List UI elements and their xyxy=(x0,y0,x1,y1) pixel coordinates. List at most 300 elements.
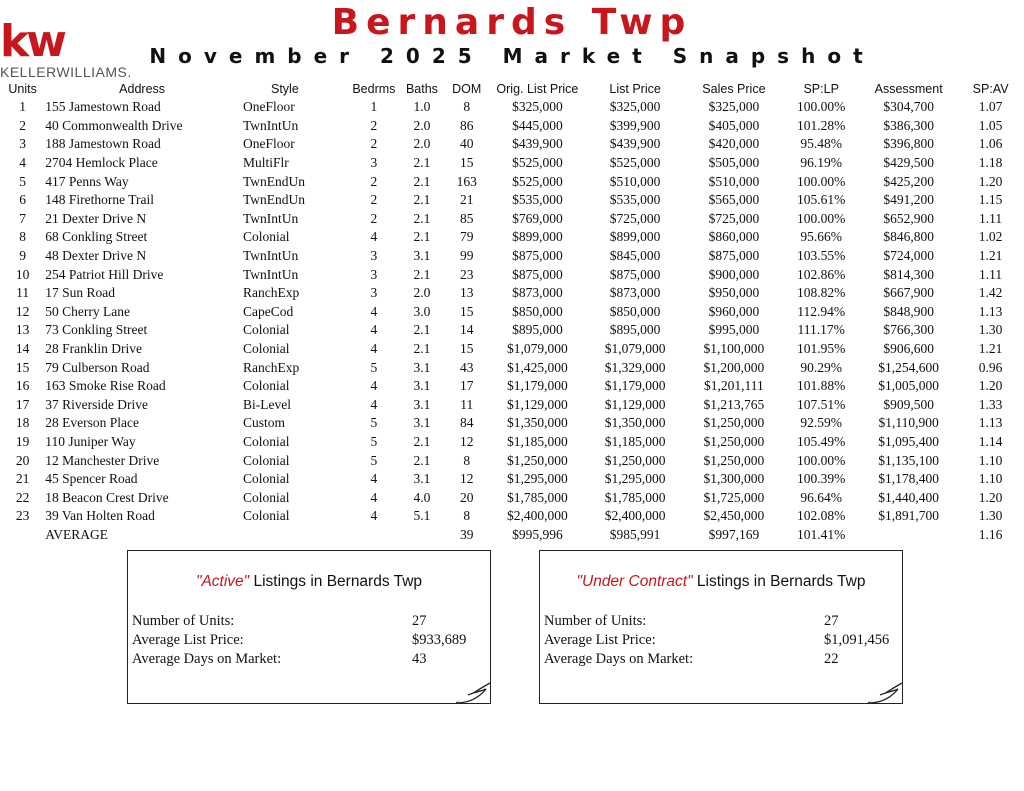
cell-bedrooms: 4 xyxy=(370,471,378,487)
cell-baths: 2.1 xyxy=(413,433,431,449)
average-dom: 39 xyxy=(459,526,474,542)
cell-unit: 12 xyxy=(15,303,30,319)
cell-sp-lp: 102.08% xyxy=(797,508,846,524)
cell-sp-lp: 111.17% xyxy=(797,322,845,338)
cell-dom: 8 xyxy=(463,508,471,524)
cell-unit: 21 xyxy=(15,471,30,487)
table-row xyxy=(4,303,1022,322)
cell-baths: 2.1 xyxy=(413,322,431,338)
cell-assessment: $652,900 xyxy=(883,210,934,226)
cell-baths: 2.1 xyxy=(413,452,431,468)
cell-unit: 2 xyxy=(19,117,26,133)
cell-sp-av: 1.20 xyxy=(978,173,1003,189)
cell-assessment: $429,500 xyxy=(883,155,934,171)
cell-sales-price: $1,213,765 xyxy=(703,396,765,412)
table-row xyxy=(4,284,1022,303)
cell-orig-list-price: $1,185,000 xyxy=(507,433,568,449)
average-sales-price: $997,169 xyxy=(708,526,760,542)
cell-sp-av: 1.11 xyxy=(979,266,1003,282)
cell-style: MultiFlr xyxy=(242,155,289,171)
cell-orig-list-price: $439,900 xyxy=(512,136,563,152)
cell-dom: 13 xyxy=(459,285,474,301)
average-cell xyxy=(243,526,349,545)
cell-sales-price: $420,000 xyxy=(708,136,760,152)
cell-assessment: $814,300 xyxy=(883,266,934,282)
table-row xyxy=(4,210,1022,229)
cell-address: 40 Commonwealth Drive xyxy=(45,117,183,133)
cell-baths: 3.0 xyxy=(413,303,431,319)
cell-sp-av: 1.20 xyxy=(978,378,1003,394)
cell-sp-lp: 101.88% xyxy=(797,378,846,394)
cell-bedrooms: 4 xyxy=(370,322,378,338)
cell-address: 17 Sun Road xyxy=(45,285,115,301)
cell-orig-list-price: $1,295,000 xyxy=(507,471,568,487)
cell-baths: 2.1 xyxy=(413,210,431,226)
average-label: AVERAGE xyxy=(45,526,108,542)
cell-assessment: $396,800 xyxy=(883,136,934,152)
table-row xyxy=(4,265,1022,284)
cell-baths: 2.1 xyxy=(413,229,431,245)
cell-sp-av: 1.13 xyxy=(978,415,1003,431)
average-list-price: $985,991 xyxy=(609,526,661,542)
active-panel-title xyxy=(128,573,490,591)
cell-baths: 1.0 xyxy=(413,99,431,115)
col-header-dom: DOM xyxy=(452,82,482,96)
cell-address: 188 Jamestown Road xyxy=(45,136,161,152)
cell-address: 12 Manchester Drive xyxy=(45,452,160,468)
cell-unit: 5 xyxy=(19,173,26,189)
active-list-value: $933,689 xyxy=(412,632,467,648)
cell-dom: 15 xyxy=(459,155,474,171)
cell-sp-av: 1.07 xyxy=(978,99,1003,115)
cell-baths: 2.0 xyxy=(413,117,431,133)
active-listings-panel xyxy=(127,550,491,704)
sales-table xyxy=(4,80,1022,544)
table-row xyxy=(4,321,1022,340)
cell-assessment: $1,095,400 xyxy=(878,433,940,449)
cell-unit: 16 xyxy=(15,378,30,394)
cell-style: TwnEndUn xyxy=(242,192,306,208)
cell-orig-list-price: $875,000 xyxy=(512,266,563,282)
cell-sp-av: 1.42 xyxy=(978,285,1003,301)
table-row xyxy=(4,98,1022,117)
cell-bedrooms: 3 xyxy=(370,285,378,301)
cell-sp-lp: 105.61% xyxy=(797,192,846,208)
cell-list-price: $1,185,000 xyxy=(604,433,666,449)
cell-list-price: $1,129,000 xyxy=(604,396,666,412)
col-header-units: Units xyxy=(8,82,37,96)
cell-sp-av: 1.13 xyxy=(978,303,1003,319)
cell-unit: 20 xyxy=(15,452,30,468)
cell-assessment: $304,700 xyxy=(883,99,934,115)
cell-bedrooms: 5 xyxy=(370,433,378,449)
cell-style: Colonial xyxy=(242,508,290,524)
cell-style: Colonial xyxy=(242,471,290,487)
cell-bedrooms: 5 xyxy=(370,415,378,431)
cell-baths: 4.0 xyxy=(413,489,431,505)
cell-bedrooms: 3 xyxy=(370,266,378,282)
cell-assessment: $1,254,600 xyxy=(878,359,940,375)
cell-sp-lp: 112.94% xyxy=(797,303,846,319)
cell-address: 254 Patriot Hill Drive xyxy=(45,266,164,282)
cell-list-price: $1,785,000 xyxy=(604,489,666,505)
cell-address: 110 Juniper Way xyxy=(45,433,136,449)
cell-sales-price: $1,100,000 xyxy=(703,341,765,357)
average-row xyxy=(4,526,1022,545)
cell-bedrooms: 1 xyxy=(370,99,378,115)
average-sp-av: 1.16 xyxy=(978,526,1003,542)
page-subtitle: November 2025 Market Snapshot xyxy=(149,44,875,68)
average-orig-list-price: $995,996 xyxy=(512,526,563,542)
cell-style: Colonial xyxy=(242,229,290,245)
cell-bedrooms: 2 xyxy=(370,192,378,208)
average-cell xyxy=(349,526,398,545)
cell-bedrooms: 2 xyxy=(370,210,378,226)
cell-orig-list-price: $875,000 xyxy=(512,248,563,264)
page-curl-icon xyxy=(442,681,492,705)
cell-dom: 21 xyxy=(459,192,474,208)
cell-sp-av: 1.33 xyxy=(978,396,1003,412)
kw-logo-mark: kw xyxy=(0,16,64,67)
table-row xyxy=(4,451,1022,470)
col-header-address: Address xyxy=(119,82,166,96)
cell-dom: 86 xyxy=(459,117,474,133)
cell-sales-price: $325,000 xyxy=(708,99,760,115)
cell-bedrooms: 2 xyxy=(370,136,378,152)
cell-sp-lp: 100.39% xyxy=(797,471,846,487)
cell-baths: 3.1 xyxy=(413,415,431,431)
cell-list-price: $1,350,000 xyxy=(604,415,666,431)
cell-sales-price: $960,000 xyxy=(708,303,760,319)
table-row xyxy=(4,470,1022,489)
cell-sp-lp: 105.49% xyxy=(797,433,846,449)
cell-dom: 8 xyxy=(463,452,471,468)
cell-dom: 23 xyxy=(459,266,474,282)
cell-sales-price: $1,250,000 xyxy=(703,433,765,449)
cell-sp-av: 1.14 xyxy=(978,433,1003,449)
cell-unit: 10 xyxy=(15,266,30,282)
cell-list-price: $510,000 xyxy=(609,173,661,189)
cell-orig-list-price: $535,000 xyxy=(512,192,563,208)
contract-units-label: Number of Units: xyxy=(544,613,647,629)
cell-orig-list-price: $895,000 xyxy=(512,322,563,338)
cell-dom: 12 xyxy=(459,433,474,449)
cell-sales-price: $875,000 xyxy=(708,248,760,264)
cell-orig-list-price: $899,000 xyxy=(512,229,563,245)
cell-assessment: $846,800 xyxy=(883,229,934,245)
cell-style: Colonial xyxy=(242,489,290,505)
cell-address: 50 Cherry Lane xyxy=(45,303,130,319)
cell-sales-price: $510,000 xyxy=(708,173,760,189)
cell-assessment: $1,110,900 xyxy=(878,415,939,431)
average-cell xyxy=(399,526,446,545)
cell-dom: 163 xyxy=(456,173,477,189)
cell-sales-price: $405,000 xyxy=(708,117,760,133)
cell-unit: 14 xyxy=(15,341,30,357)
cell-sales-price: $1,200,000 xyxy=(703,359,765,375)
cell-list-price: $850,000 xyxy=(609,303,661,319)
cell-style: Colonial xyxy=(242,322,290,338)
cell-list-price: $899,000 xyxy=(609,229,661,245)
cell-unit: 8 xyxy=(19,229,26,245)
contract-list-value: $1,091,456 xyxy=(824,632,890,648)
average-cell xyxy=(4,526,41,545)
cell-assessment: $491,200 xyxy=(883,192,934,208)
cell-sp-lp: 101.28% xyxy=(797,117,846,133)
col-header-list-price: List Price xyxy=(609,82,661,96)
cell-sp-lp: 96.19% xyxy=(800,155,842,171)
cell-assessment: $1,005,000 xyxy=(878,378,940,394)
cell-sp-av: 1.15 xyxy=(978,192,1003,208)
cell-baths: 3.1 xyxy=(413,471,431,487)
cell-sp-av: 1.30 xyxy=(978,322,1003,338)
col-header-bedrooms: Bedrms xyxy=(352,82,396,96)
col-header-sp-av: SP:AV xyxy=(972,82,1009,96)
cell-sp-av: 1.21 xyxy=(978,248,1003,264)
cell-unit: 22 xyxy=(15,489,30,505)
cell-list-price: $1,179,000 xyxy=(604,378,666,394)
table-row xyxy=(4,358,1022,377)
active-units-label: Number of Units: xyxy=(132,613,235,629)
cell-style: Colonial xyxy=(242,452,290,468)
cell-orig-list-price: $325,000 xyxy=(512,99,563,115)
cell-dom: 15 xyxy=(459,341,474,357)
cell-orig-list-price: $1,250,000 xyxy=(507,452,568,468)
cell-list-price: $2,400,000 xyxy=(604,508,666,524)
cell-orig-list-price: $1,179,000 xyxy=(507,378,568,394)
cell-list-price: $895,000 xyxy=(609,322,661,338)
contract-dom-value: 22 xyxy=(824,651,839,667)
cell-sp-av: 1.20 xyxy=(978,489,1003,505)
cell-orig-list-price: $525,000 xyxy=(512,155,563,171)
cell-sp-lp: 100.00% xyxy=(797,452,846,468)
contract-dom-label: Average Days on Market: xyxy=(544,651,694,667)
cell-unit: 15 xyxy=(15,359,30,375)
cell-sp-lp: 108.82% xyxy=(797,285,846,301)
cell-style: TwnIntUn xyxy=(242,210,299,226)
table-row xyxy=(4,191,1022,210)
cell-baths: 2.1 xyxy=(413,341,431,357)
cell-sp-lp: 100.00% xyxy=(797,99,846,115)
table-row xyxy=(4,117,1022,136)
cell-sp-lp: 101.95% xyxy=(797,341,846,357)
table-row xyxy=(4,154,1022,173)
cell-address: 148 Firethorne Trail xyxy=(45,192,154,208)
cell-orig-list-price: $873,000 xyxy=(512,285,563,301)
cell-sp-av: 1.06 xyxy=(978,136,1003,152)
cell-style: CapeCod xyxy=(242,303,294,319)
cell-address: 73 Conkling Street xyxy=(45,322,148,338)
active-dom-value: 43 xyxy=(412,651,427,667)
cell-sales-price: $1,250,000 xyxy=(703,452,765,468)
cell-assessment: $906,600 xyxy=(883,341,934,357)
cell-assessment: $667,900 xyxy=(883,285,934,301)
cell-sp-lp: 96.64% xyxy=(800,489,842,505)
cell-style: TwnIntUn xyxy=(242,248,299,264)
table-row xyxy=(4,135,1022,154)
cell-sp-av: 0.96 xyxy=(978,359,1003,375)
table-row xyxy=(4,414,1022,433)
cell-bedrooms: 4 xyxy=(370,489,378,505)
cell-list-price: $325,000 xyxy=(609,99,661,115)
cell-baths: 2.1 xyxy=(413,173,431,189)
cell-list-price: $1,329,000 xyxy=(604,359,666,375)
table-row xyxy=(4,396,1022,415)
cell-orig-list-price: $1,350,000 xyxy=(507,415,568,431)
cell-assessment: $724,000 xyxy=(883,248,934,264)
cell-sp-av: 1.02 xyxy=(978,229,1003,245)
cell-dom: 84 xyxy=(459,415,474,431)
table-row xyxy=(4,507,1022,526)
cell-orig-list-price: $2,400,000 xyxy=(507,508,568,524)
cell-bedrooms: 3 xyxy=(370,155,378,171)
table-row xyxy=(4,488,1022,507)
cell-style: OneFloor xyxy=(242,136,295,152)
cell-orig-list-price: $1,129,000 xyxy=(507,396,568,412)
table-row xyxy=(4,433,1022,452)
table-body xyxy=(4,98,1022,526)
cell-dom: 11 xyxy=(460,396,474,412)
contract-title-rest: Listings in Bernards Twp xyxy=(692,573,866,590)
cell-address: 37 Riverside Drive xyxy=(45,396,148,412)
cell-sales-price: $505,000 xyxy=(708,155,760,171)
cell-sp-lp: 95.48% xyxy=(800,136,842,152)
cell-unit: 19 xyxy=(15,433,30,449)
cell-sales-price: $1,725,000 xyxy=(703,489,765,505)
cell-sales-price: $900,000 xyxy=(708,266,760,282)
cell-sales-price: $995,000 xyxy=(708,322,760,338)
cell-dom: 8 xyxy=(463,99,471,115)
cell-assessment: $386,300 xyxy=(883,117,934,133)
cell-sp-lp: 100.00% xyxy=(797,173,846,189)
cell-sp-av: 1.18 xyxy=(978,155,1003,171)
cell-list-price: $725,000 xyxy=(609,210,661,226)
cell-sales-price: $860,000 xyxy=(708,229,760,245)
cell-assessment: $848,900 xyxy=(883,303,934,319)
cell-orig-list-price: $850,000 xyxy=(512,303,563,319)
active-title-rest: Listings in Bernards Twp xyxy=(249,573,423,590)
cell-baths: 2.0 xyxy=(413,136,431,152)
cell-baths: 3.1 xyxy=(413,396,431,412)
cell-bedrooms: 4 xyxy=(370,229,378,245)
cell-address: 417 Penns Way xyxy=(45,173,129,189)
cell-bedrooms: 5 xyxy=(370,452,378,468)
cell-style: TwnEndUn xyxy=(242,173,306,189)
cell-style: OneFloor xyxy=(242,99,295,115)
table-row xyxy=(4,340,1022,359)
cell-bedrooms: 2 xyxy=(370,173,378,189)
cell-unit: 23 xyxy=(15,508,30,524)
cell-style: Colonial xyxy=(242,341,290,357)
active-units-value: 27 xyxy=(412,613,427,629)
cell-list-price: $1,079,000 xyxy=(604,341,666,357)
cell-sales-price: $2,450,000 xyxy=(703,508,765,524)
col-header-orig-list-price: Orig. List Price xyxy=(496,82,579,96)
cell-sp-lp: 107.51% xyxy=(797,396,846,412)
cell-dom: 99 xyxy=(459,248,474,264)
cell-style: Colonial xyxy=(242,378,290,394)
contract-panel-title xyxy=(540,573,902,591)
cell-orig-list-price: $1,785,000 xyxy=(507,489,568,505)
cell-style: RanchExp xyxy=(242,285,300,301)
cell-style: RanchExp xyxy=(242,359,300,375)
cell-address: 28 Franklin Drive xyxy=(45,341,142,357)
cell-sp-av: 1.30 xyxy=(978,508,1003,524)
cell-list-price: $845,000 xyxy=(609,248,661,264)
cell-baths: 2.1 xyxy=(413,155,431,171)
cell-unit: 11 xyxy=(16,285,30,301)
cell-sp-lp: 90.29% xyxy=(800,359,842,375)
cell-dom: 12 xyxy=(459,471,474,487)
cell-orig-list-price: $1,425,000 xyxy=(507,359,568,375)
col-header-sp-lp: SP:LP xyxy=(803,82,839,96)
cell-baths: 3.1 xyxy=(413,248,431,264)
cell-sp-lp: 103.55% xyxy=(797,248,846,264)
cell-bedrooms: 5 xyxy=(370,359,378,375)
cell-address: 45 Spencer Road xyxy=(45,471,138,487)
col-header-sales-price: Sales Price xyxy=(702,82,766,96)
cell-dom: 79 xyxy=(459,229,474,245)
cell-dom: 15 xyxy=(459,303,474,319)
cell-orig-list-price: $525,000 xyxy=(512,173,563,189)
active-dom-label: Average Days on Market: xyxy=(132,651,282,667)
cell-list-price: $439,900 xyxy=(609,136,661,152)
cell-style: TwnIntUn xyxy=(242,266,299,282)
cell-address: 155 Jamestown Road xyxy=(45,99,161,115)
cell-address: 48 Dexter Drive N xyxy=(45,248,147,264)
table-row xyxy=(4,172,1022,191)
table-row xyxy=(4,247,1022,266)
cell-sp-av: 1.05 xyxy=(978,117,1003,133)
contract-units-value: 27 xyxy=(824,613,839,629)
cell-baths: 3.1 xyxy=(413,359,431,375)
cell-dom: 40 xyxy=(459,136,474,152)
cell-assessment: $425,200 xyxy=(883,173,934,189)
cell-unit: 9 xyxy=(19,248,26,264)
cell-style: Custom xyxy=(242,415,285,431)
cell-assessment: $909,500 xyxy=(883,396,934,412)
cell-sales-price: $950,000 xyxy=(708,285,760,301)
cell-unit: 4 xyxy=(19,155,26,171)
cell-style: Bi-Level xyxy=(242,396,291,412)
cell-sp-av: 1.11 xyxy=(979,210,1003,226)
cell-address: 18 Beacon Crest Drive xyxy=(45,489,169,505)
cell-list-price: $525,000 xyxy=(609,155,661,171)
cell-list-price: $535,000 xyxy=(609,192,661,208)
cell-sales-price: $725,000 xyxy=(708,210,760,226)
cell-sp-av: 1.10 xyxy=(978,471,1003,487)
cell-address: 21 Dexter Drive N xyxy=(45,210,147,226)
cell-sp-lp: 102.86% xyxy=(797,266,846,282)
cell-assessment: $1,440,400 xyxy=(878,489,940,505)
col-header-baths: Baths xyxy=(405,82,438,96)
cell-unit: 7 xyxy=(19,210,26,226)
cell-address: 79 Culberson Road xyxy=(45,359,150,375)
cell-bedrooms: 4 xyxy=(370,341,378,357)
cell-baths: 3.1 xyxy=(413,378,431,394)
col-header-assessment: Assessment xyxy=(874,82,943,96)
cell-baths: 2.1 xyxy=(413,192,431,208)
cell-list-price: $875,000 xyxy=(609,266,661,282)
cell-sp-av: 1.10 xyxy=(978,452,1003,468)
cell-sales-price: $1,250,000 xyxy=(703,415,765,431)
cell-dom: 43 xyxy=(459,359,474,375)
active-list-label: Average List Price: xyxy=(132,632,244,648)
table-row xyxy=(4,228,1022,247)
average-sp-lp: 101.41% xyxy=(797,526,846,542)
kw-logo-name: KELLERWILLIAMS. xyxy=(0,64,132,80)
cell-list-price: $1,295,000 xyxy=(604,471,666,487)
